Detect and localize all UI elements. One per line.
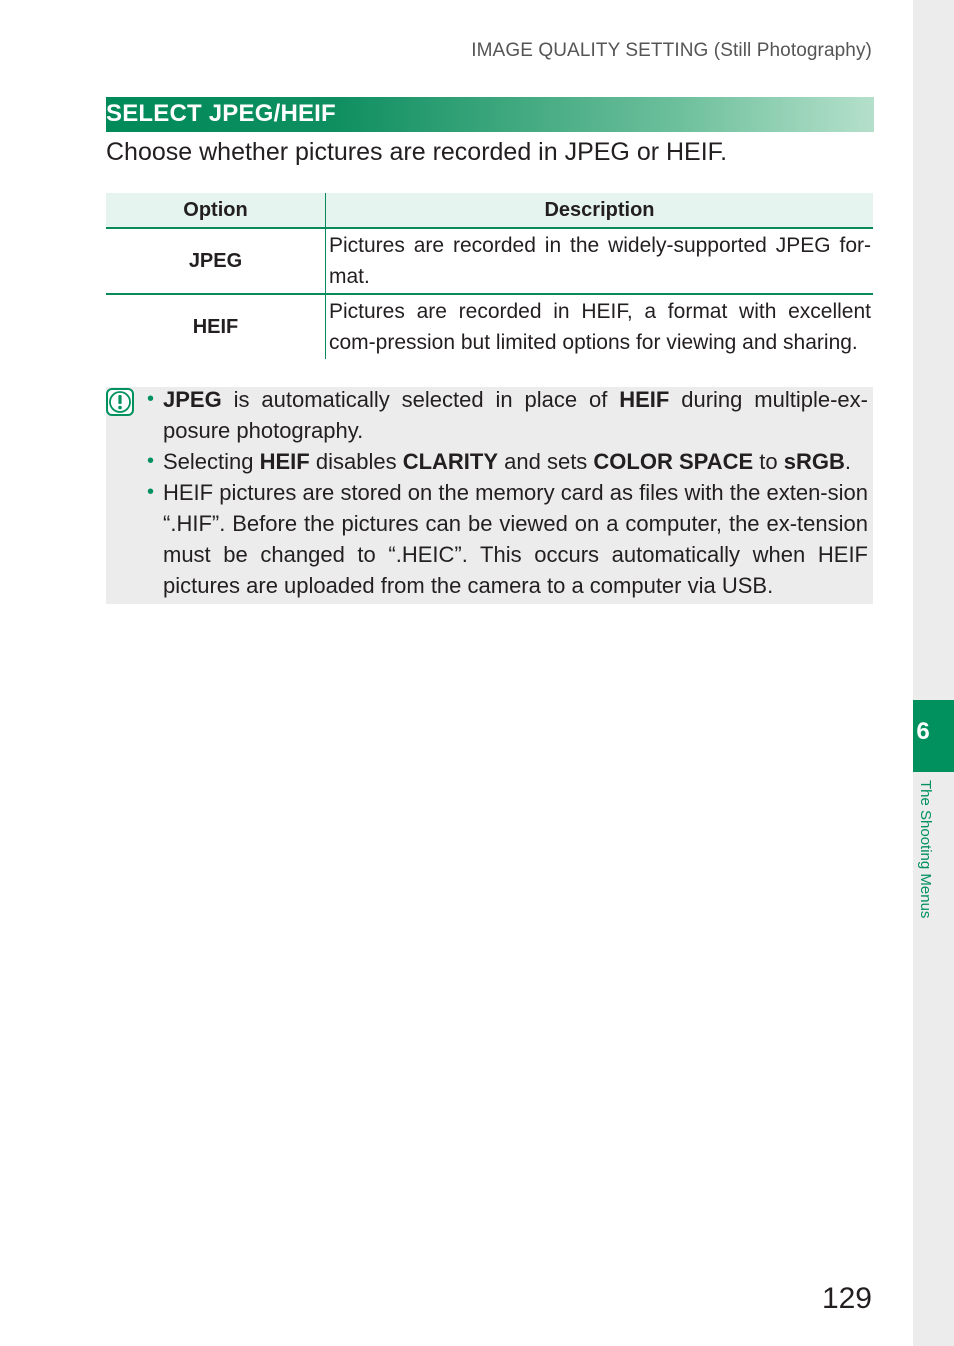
section-title: SELECT JPEG/HEIF [106, 100, 336, 127]
caution-note-list [147, 384, 868, 601]
chapter-label: The Shooting Menus [917, 780, 934, 919]
note-term: sRGB [783, 449, 845, 474]
note-term: HEIF [619, 387, 670, 412]
option-cell-heif: HEIF [106, 294, 326, 359]
note-text: is automatically selected in place of [221, 387, 620, 412]
option-cell-jpeg: JPEG [106, 228, 326, 294]
bullet-icon: • [147, 450, 155, 472]
table-row [106, 228, 873, 294]
note-text: to [753, 449, 784, 474]
note-text: . [844, 449, 851, 474]
note-text: during multiple-ex-posure photography. [163, 387, 868, 443]
page-number: 129 [821, 1282, 872, 1315]
chapter-number: 6 [916, 718, 930, 745]
table-header-row [106, 193, 873, 228]
note-text: and sets [498, 449, 594, 474]
description-cell-heif: Pictures are recorded in HEIF, a format with excellent com-pression but limited options for viewing and sharing. [329, 300, 871, 354]
section-heading-bar [106, 97, 874, 132]
note-term: JPEG [163, 387, 222, 412]
column-header-option: Option [106, 193, 326, 228]
chapter-tab [913, 700, 954, 772]
note-term: HEIF [259, 449, 310, 474]
note-item [147, 446, 868, 477]
note-text: HEIF pictures are stored on the memory card as files with the exten-sion “.HIF”. Before the pictures can be viewed on a computer, the ex-tension must be changed to “.HEIC”. This occurs automatically when HEIF pictures are uploaded from the camera to a computer via USB. [163, 480, 868, 598]
bullet-icon: • [147, 481, 155, 503]
chapter-sidebar-strip [913, 0, 954, 1346]
options-table [106, 193, 873, 359]
bullet-icon: • [147, 388, 155, 410]
note-item [147, 477, 868, 601]
section-intro: Choose whether pictures are recorded in JPEG or HEIF. [106, 138, 728, 166]
note-text: disables [309, 449, 403, 474]
description-cell-jpeg: Pictures are recorded in the widely-supported JPEG for-mat. [326, 228, 874, 294]
caution-icon [106, 388, 134, 416]
note-text: Selecting [163, 449, 260, 474]
column-header-description: Description [326, 193, 874, 228]
note-term: CLARITY [402, 449, 499, 474]
table-row [106, 294, 873, 359]
note-term: COLOR SPACE [593, 449, 754, 474]
running-header: IMAGE QUALITY SETTING (Still Photography) [471, 40, 872, 61]
note-item [147, 384, 868, 446]
